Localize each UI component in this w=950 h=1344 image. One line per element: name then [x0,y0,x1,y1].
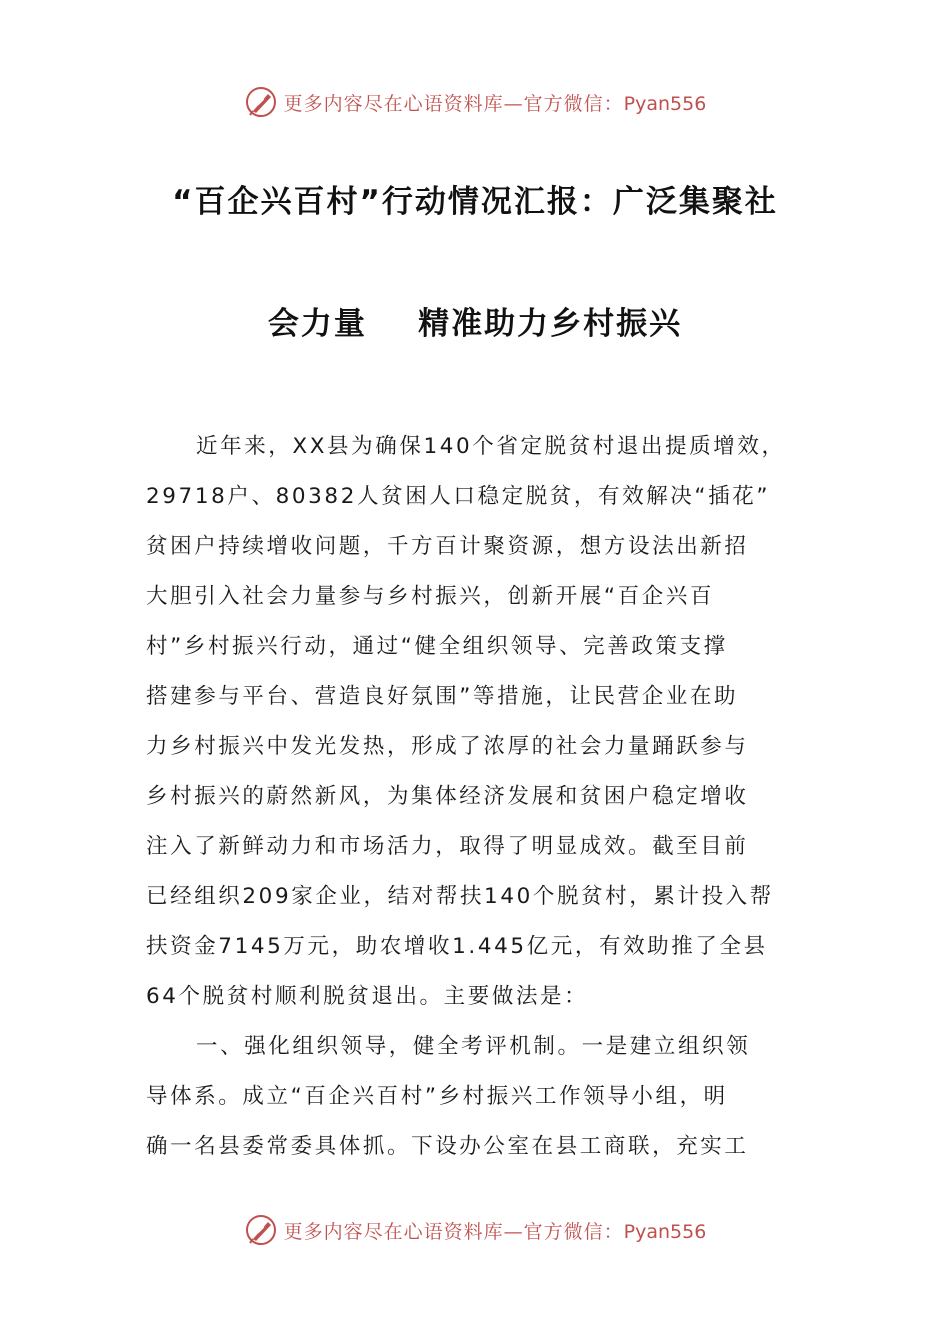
header-watermark [0,82,950,122]
body-line: 注入了新鲜动力和市场活力，取得了明显成效。截至目前 [146,834,749,859]
quill-pen-logo-icon [244,85,278,119]
document-title-line-1: “百企兴百村”行动情况汇报：广泛集聚社 [172,184,778,220]
body-line: 扶资金7145万元，助农增收1.445亿元，有效助推了全县 [146,934,768,959]
body-line: 乡村振兴的蔚然新风，为集体经济发展和贫困户稳定增收 [146,784,749,809]
document-title-line-2: 会力量 精准助力乡村振兴 [267,306,683,342]
body-line: 导体系。成立“百企兴百村”乡村振兴工作领导小组，明 [146,1084,728,1109]
body-line: 29718户、80382人贫困人口稳定脱贫，有效解决“插花” [146,484,771,509]
body-line: 一、强化组织领导，健全考评机制。一是建立组织领 [196,1034,751,1059]
body-line: 村”乡村振兴行动，通过“健全组织领导、完善政策支撑 [146,634,728,659]
quill-pen-logo-icon [244,1213,278,1247]
watermark-text: 更多内容尽在心语资料库—官方微信：Pyan556 [283,1220,707,1243]
watermark-text: 更多内容尽在心语资料库—官方微信：Pyan556 [283,92,707,115]
body-line: 贫困户持续增收问题，千方百计聚资源，想方设法出新招 [146,534,749,559]
wechat-id: Pyan556 [623,1220,707,1243]
body-line: 已经组织209家企业，结对帮扶140个脱贫村，累计投入帮 [146,884,774,909]
document-body [146,427,806,1177]
body-line: 大胆引入社会力量参与乡村振兴，创新开展“百企兴百 [146,584,715,609]
body-line: 确一名县委常委具体抓。下设办公室在县工商联，充实工 [146,1134,749,1159]
body-line: 搭建参与平台、营造良好氛围”等措施，让民营企业在助 [146,684,739,709]
wechat-id: Pyan556 [623,92,707,115]
body-line: 64个脱贫村顺利脱贫退出。主要做法是： [146,984,589,1009]
footer-watermark [0,1210,950,1250]
body-line: 近年来，XX县为确保140个省定脱贫村退出提质增效， [196,434,786,459]
body-line: 力乡村振兴中发光发热，形成了浓厚的社会力量踊跃参与 [146,734,749,759]
